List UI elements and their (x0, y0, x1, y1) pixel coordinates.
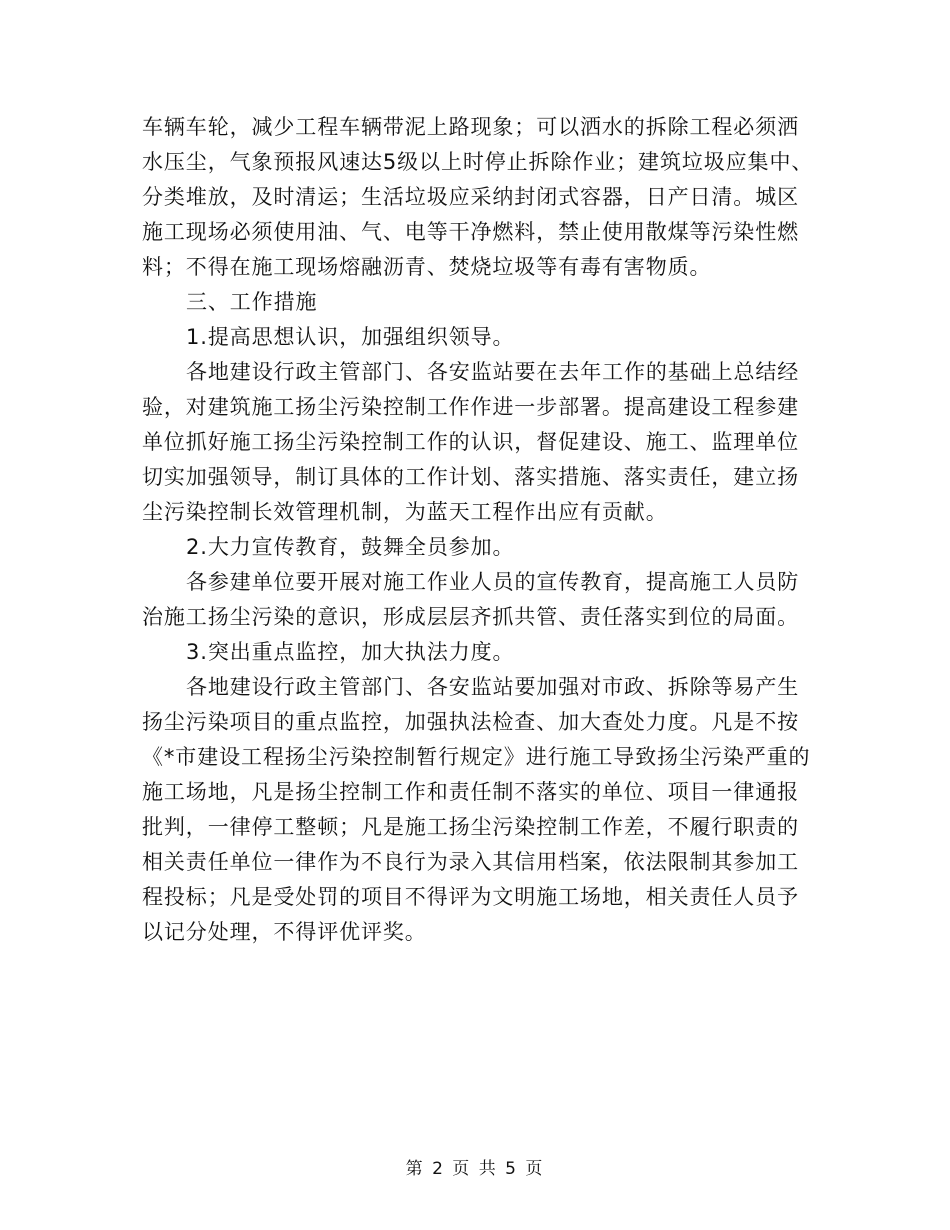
text-line: 各地建设行政主管部门、各安监站要在去年工作的基础上总结经 (186, 360, 800, 384)
text-line: 3.突出重点监控，加大执法力度。 (186, 640, 515, 664)
text-line: 车辆车轮，减少工程车辆带泥上路现象；可以洒水的拆除工程必须洒 (142, 115, 799, 139)
paragraph (142, 670, 811, 950)
text-line: 相关责任单位一律作为不良行为录入其信用档案，依法限制其参加工 (142, 850, 799, 874)
text-line: 各地建设行政主管部门、各安监站要加强对市政、拆除等易产生 (186, 675, 800, 699)
document-body (142, 110, 814, 950)
paragraph (142, 320, 808, 355)
text-line: 扬尘污染项目的重点监控，加强执法检查、加大查处力度。凡是不按 (142, 710, 799, 734)
text-line: 2.大力宣传教育，鼓舞全员参加。 (186, 535, 515, 559)
text-line: 治施工扬尘污染的意识，形成层层齐抓共管、责任落实到位的局面。 (142, 605, 799, 629)
text-line: 批判，一律停工整顿；凡是施工扬尘污染控制工作差，不履行职责的 (142, 815, 799, 839)
text-line: 水压尘，气象预报风速达5级以上时停止拆除作业；建筑垃圾应集中、 (142, 150, 814, 174)
text-line: 1.提高思想认识，加强组织领导。 (186, 325, 515, 349)
text-line: 以记分处理，不得评优评奖。 (142, 920, 427, 944)
text-line: 施工场地，凡是扬尘控制工作和责任制不落实的单位、项目一律通报 (142, 780, 799, 804)
paragraph (142, 530, 808, 565)
text-line: 施工现场必须使用油、气、电等干净燃料，禁止使用散煤等污染性燃 (142, 220, 799, 244)
text-line: 各参建单位要开展对施工作业人员的宣传教育，提高施工人员防 (186, 570, 800, 594)
paragraph (142, 355, 808, 530)
paragraph (142, 565, 808, 635)
paragraph (142, 635, 808, 670)
page-footer: 第 2 页 共 5 页 (405, 1159, 545, 1179)
text-line: 分类堆放，及时清运；生活垃圾应采纳封闭式容器，日产日清。城区 (142, 185, 799, 209)
text-line: 《*市建设工程扬尘污染控制暂行规定》进行施工导致扬尘污染严重的 (142, 745, 811, 769)
text-line: 料；不得在施工现场熔融沥青、焚烧垃圾等有毒有害物质。 (142, 255, 712, 279)
paragraph (142, 285, 808, 320)
text-line: 三、工作措施 (186, 290, 318, 314)
text-line: 切实加强领导，制订具体的工作计划、落实措施、落实责任，建立扬 (142, 465, 799, 489)
text-line: 程投标；凡是受处罚的项目不得评为文明施工场地，相关责任人员予 (142, 885, 799, 909)
text-line: 单位抓好施工扬尘污染控制工作的认识，督促建设、施工、监理单位 (142, 430, 799, 454)
paragraph (142, 110, 814, 285)
text-line: 尘污染控制长效管理机制，为蓝天工程作出应有贡献。 (142, 500, 668, 524)
text-line: 验，对建筑施工扬尘污染控制工作作进一步部署。提高建设工程参建 (142, 395, 799, 419)
